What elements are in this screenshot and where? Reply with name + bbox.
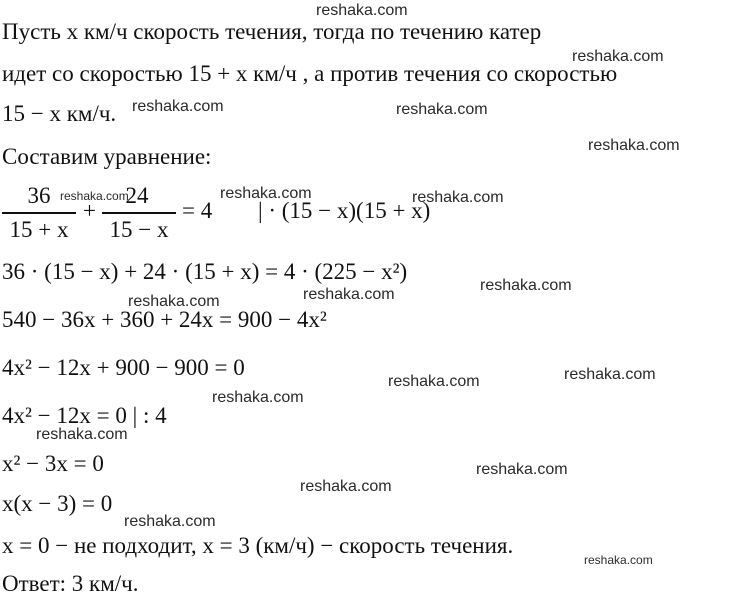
text-line-9: 4x² − 12x = 0 | : 4	[2, 403, 167, 428]
text-line-1: Пусть x км/ч скорость течения, тогда по течению катер	[2, 19, 542, 44]
text-line-7: 540 − 36x + 360 + 24x = 900 − 4x²	[2, 307, 327, 332]
text-line-4: Составим уравнение:	[2, 144, 212, 169]
watermark: reshaka.com	[412, 189, 504, 206]
watermark: reshaka.com	[60, 189, 129, 203]
watermark: reshaka.com	[36, 426, 128, 443]
text-line-8: 4x² − 12x + 900 − 900 = 0	[2, 355, 245, 380]
watermark: reshaka.com	[480, 277, 572, 294]
watermark: reshaka.com	[564, 366, 656, 383]
watermark: reshaka.com	[220, 185, 312, 202]
watermark: reshaka.com	[588, 137, 680, 154]
watermark: reshaka.com	[303, 286, 395, 303]
watermark: reshaka.com	[132, 98, 224, 115]
equation-multiplier: | · (15 − x)(15 + x)	[258, 198, 431, 223]
text-line-11: x(x − 3) = 0	[2, 491, 113, 516]
fraction-denominator: 15 + x	[9, 217, 69, 242]
text-line-12: x = 0 − не подходит, x = 3 (км/ч) − скорость течения.	[2, 533, 514, 558]
text-line-13: Ответ: 3 км/ч.	[2, 571, 139, 596]
watermark: reshaka.com	[476, 461, 568, 478]
watermark: reshaka.com	[584, 553, 653, 567]
watermark: reshaka.com	[124, 513, 216, 530]
watermark: reshaka.com	[316, 2, 408, 19]
fraction-bar	[102, 212, 176, 214]
plus-sign: +	[83, 198, 96, 223]
watermark: reshaka.com	[396, 101, 488, 118]
fraction-numerator: 24	[125, 183, 149, 208]
text-line-2: идет со скоростью 15 + x км/ч , а против течения со скоростью	[2, 61, 618, 86]
watermark: reshaka.com	[388, 373, 480, 390]
text-line-6: 36 · (15 − x) + 24 · (15 + x) = 4 · (225 − x²)	[2, 259, 408, 284]
text-line-10: x² − 3x = 0	[2, 451, 104, 476]
fraction-numerator: 36	[27, 183, 51, 208]
equation-rhs: = 4	[182, 198, 213, 223]
fraction-denominator: 15 − x	[109, 217, 169, 242]
watermark: reshaka.com	[300, 478, 392, 495]
watermark: reshaka.com	[212, 389, 304, 406]
text-line-3: 15 − x км/ч.	[2, 101, 117, 126]
fraction-bar	[2, 212, 76, 214]
watermark: reshaka.com	[128, 293, 220, 310]
watermark: reshaka.com	[572, 48, 664, 65]
